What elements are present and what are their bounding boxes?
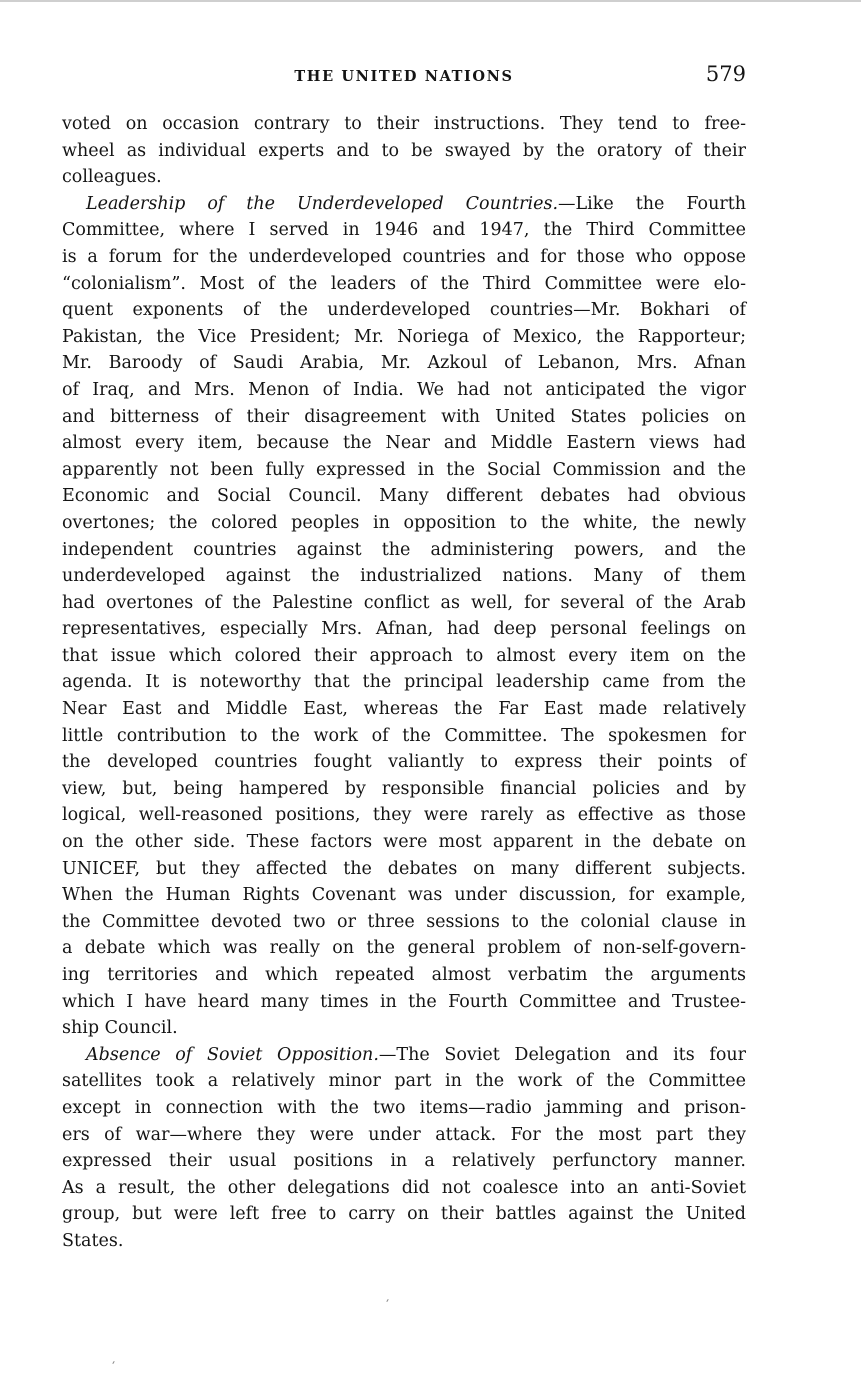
text-line: is a forum for the underdeveloped countries and for those who oppose xyxy=(62,246,746,267)
text-line: the developed countries fought valiantly to express their points of xyxy=(62,752,746,773)
text-fragment: —The Soviet Delegation and its four xyxy=(378,1044,746,1065)
text-line: on the other side. These factors were most apparent in the debate on xyxy=(62,832,746,853)
text-line: UNICEF, but they affected the debates on many different subjects. xyxy=(62,858,746,879)
text-line: except in connection with the two items—radio jamming and prison- xyxy=(62,1097,746,1118)
text-line: overtones; the colored peoples in opposition to the white, the newly xyxy=(62,512,746,533)
text-line: independent countries against the administering powers, and the xyxy=(62,539,746,560)
section-heading-soviet: Absence of Soviet Opposition. xyxy=(86,1044,379,1065)
text-line xyxy=(62,1042,746,1069)
text-line: view, but, being hampered by responsible financial policies and by xyxy=(62,778,746,799)
text-line: “colonialism”. Most of the leaders of the Third Committee were elo- xyxy=(62,273,746,294)
text-line: voted on occasion contrary to their instructions. They tend to free- xyxy=(62,114,746,134)
text-line: Near East and Middle East, whereas the Far East made relatively xyxy=(62,699,746,720)
text-line: As a result, the other delegations did not coalesce into an anti-Soviet xyxy=(62,1177,746,1198)
text-line: expressed their usual positions in a relatively perfunctory manner. xyxy=(62,1151,746,1172)
text-line: States. xyxy=(62,1230,124,1251)
text-line: ing territories and which repeated almost verbatim the arguments xyxy=(62,965,746,985)
paragraph-leadership xyxy=(62,191,746,1015)
scan-speck xyxy=(386,1299,388,1302)
text-line: a debate which was really on the general problem of non-self-govern- xyxy=(62,938,746,959)
text-line: representatives, especially Mrs. Afnan, had deep personal feelings on xyxy=(62,619,746,640)
text-line: When the Human Rights Covenant was under discussion, for example, xyxy=(62,885,746,906)
paragraph-soviet-opposition xyxy=(62,1042,746,1228)
text-line: agenda. It is noteworthy that the principal leadership came from the xyxy=(62,672,746,693)
text-line: of Iraq, and Mrs. Menon of India. We had not anticipated the vigor xyxy=(62,379,746,400)
text-line: underdeveloped against the industrialized nations. Many of them xyxy=(62,566,746,587)
text-line: wheel as individual experts and to be swayed by the oratory of their xyxy=(62,140,746,161)
text-line: and bitterness of their disagreement with United States policies on xyxy=(62,406,746,427)
top-border-rule xyxy=(0,0,861,2)
text-fragment: —Like the Fourth xyxy=(558,193,747,214)
text-line: that issue which colored their approach to almost every item on the xyxy=(62,645,746,666)
page-number: 579 xyxy=(705,62,746,86)
text-line: Committee, where I served in 1946 and 1947, the Third Committee xyxy=(62,220,746,241)
text-line: logical, well-reasoned positions, they were rarely as effective as those xyxy=(62,805,746,826)
text-line: ship Council. xyxy=(62,1018,178,1039)
text-line: quent exponents of the underdeveloped countries—Mr. Bokhari of xyxy=(62,300,746,321)
text-line: little contribution to the work of the Committee. The spokesmen for xyxy=(62,725,746,746)
text-line: apparently not been fully expressed in the Social Commission and the xyxy=(62,459,746,480)
text-line xyxy=(62,191,746,218)
paragraph-continuation xyxy=(62,111,746,164)
text-line: ers of war—where they were under attack. For the most part they xyxy=(62,1124,746,1145)
text-line: colleagues. xyxy=(62,167,162,188)
running-title: THE UNITED NATIONS xyxy=(294,68,514,85)
text-line: group, but were left free to carry on their battles against the United xyxy=(62,1204,746,1225)
text-line: had overtones of the Palestine conflict as well, for several of the Arab xyxy=(62,592,746,613)
text-line: which I have heard many times in the Fourth Committee and Trustee- xyxy=(62,991,746,1012)
running-header xyxy=(62,62,746,92)
section-heading-leadership: Leadership of the Underdeveloped Countries. xyxy=(86,193,559,214)
text-line: Economic and Social Council. Many different debates had obvious xyxy=(62,486,746,507)
text-line: Mr. Baroody of Saudi Arabia, Mr. Azkoul of Lebanon, Mrs. Afnan xyxy=(62,353,746,374)
scan-speck xyxy=(112,1361,114,1364)
text-line: satellites took a relatively minor part in the work of the Committee xyxy=(62,1071,746,1092)
text-line: Pakistan, the Vice President; Mr. Noriega of Mexico, the Rapporteur; xyxy=(62,326,746,347)
text-line: almost every item, because the Near and Middle Eastern views had xyxy=(62,433,746,454)
body-text xyxy=(62,111,746,1255)
text-line: the Committee devoted two or three sessions to the colonial clause in xyxy=(62,911,746,932)
